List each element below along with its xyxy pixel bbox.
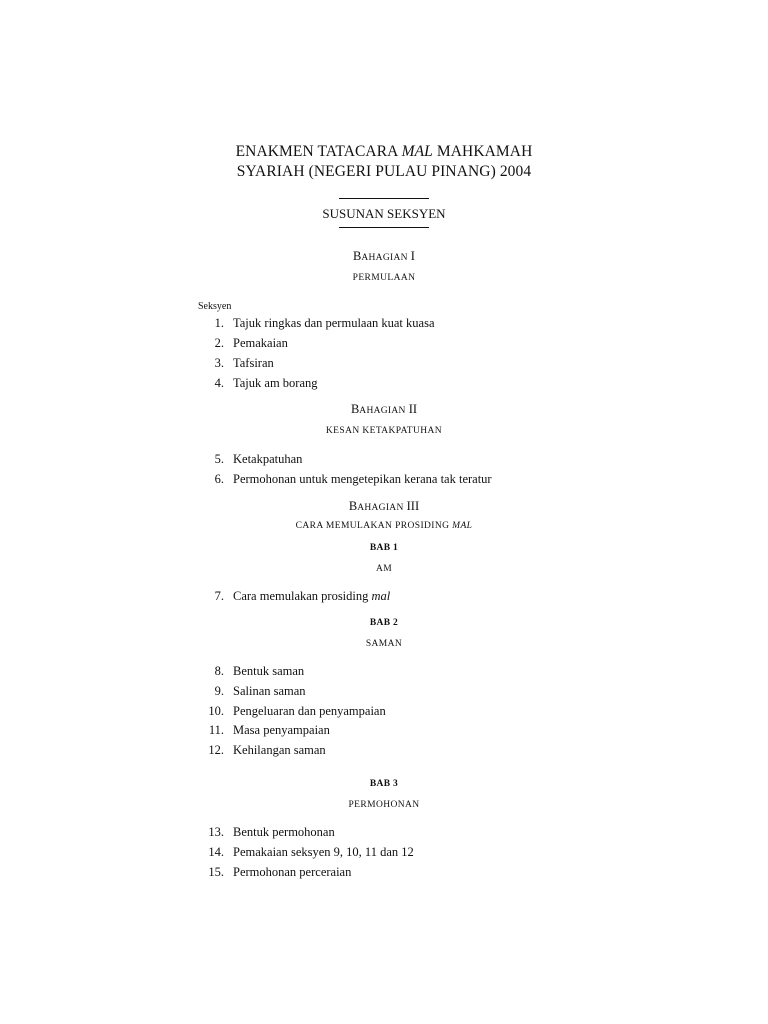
part-name-1: PERMULAAN <box>352 273 416 283</box>
part-name-2: KESAN KETAKPATUHAN <box>325 426 443 436</box>
title-italic-mal: MAL <box>401 143 433 160</box>
chapter-label-2: BAB 2 <box>369 618 399 628</box>
document-title-line-1: ENAKMEN TATACARA MAL MAHKAMAH <box>235 143 533 160</box>
subtitle: SUSUNAN SEKSYEN <box>322 206 446 221</box>
part-heading-2: BAHAGIAN II <box>350 402 418 416</box>
chapter-name-1: AM <box>375 564 393 574</box>
part-heading-3: BAHAGIAN III <box>348 499 420 513</box>
chapter-name-2: SAMAN <box>365 639 403 649</box>
title-rule-bottom <box>339 227 429 228</box>
chapter-name-3: PERMOHONAN <box>348 800 420 810</box>
document-title-line-2: SYARIAH (NEGERI PULAU PINANG) 2004 <box>236 163 532 180</box>
title-rule-top <box>339 198 429 199</box>
chapter-label-1: BAB 1 <box>369 543 399 553</box>
part-heading-1: BAHAGIAN I <box>353 249 415 263</box>
part-name-3: CARA MEMULAKAN PROSIDING MAL <box>295 521 473 531</box>
chapter-label-3: BAB 3 <box>369 779 399 789</box>
seksyen-label: Seksyen <box>198 301 232 312</box>
